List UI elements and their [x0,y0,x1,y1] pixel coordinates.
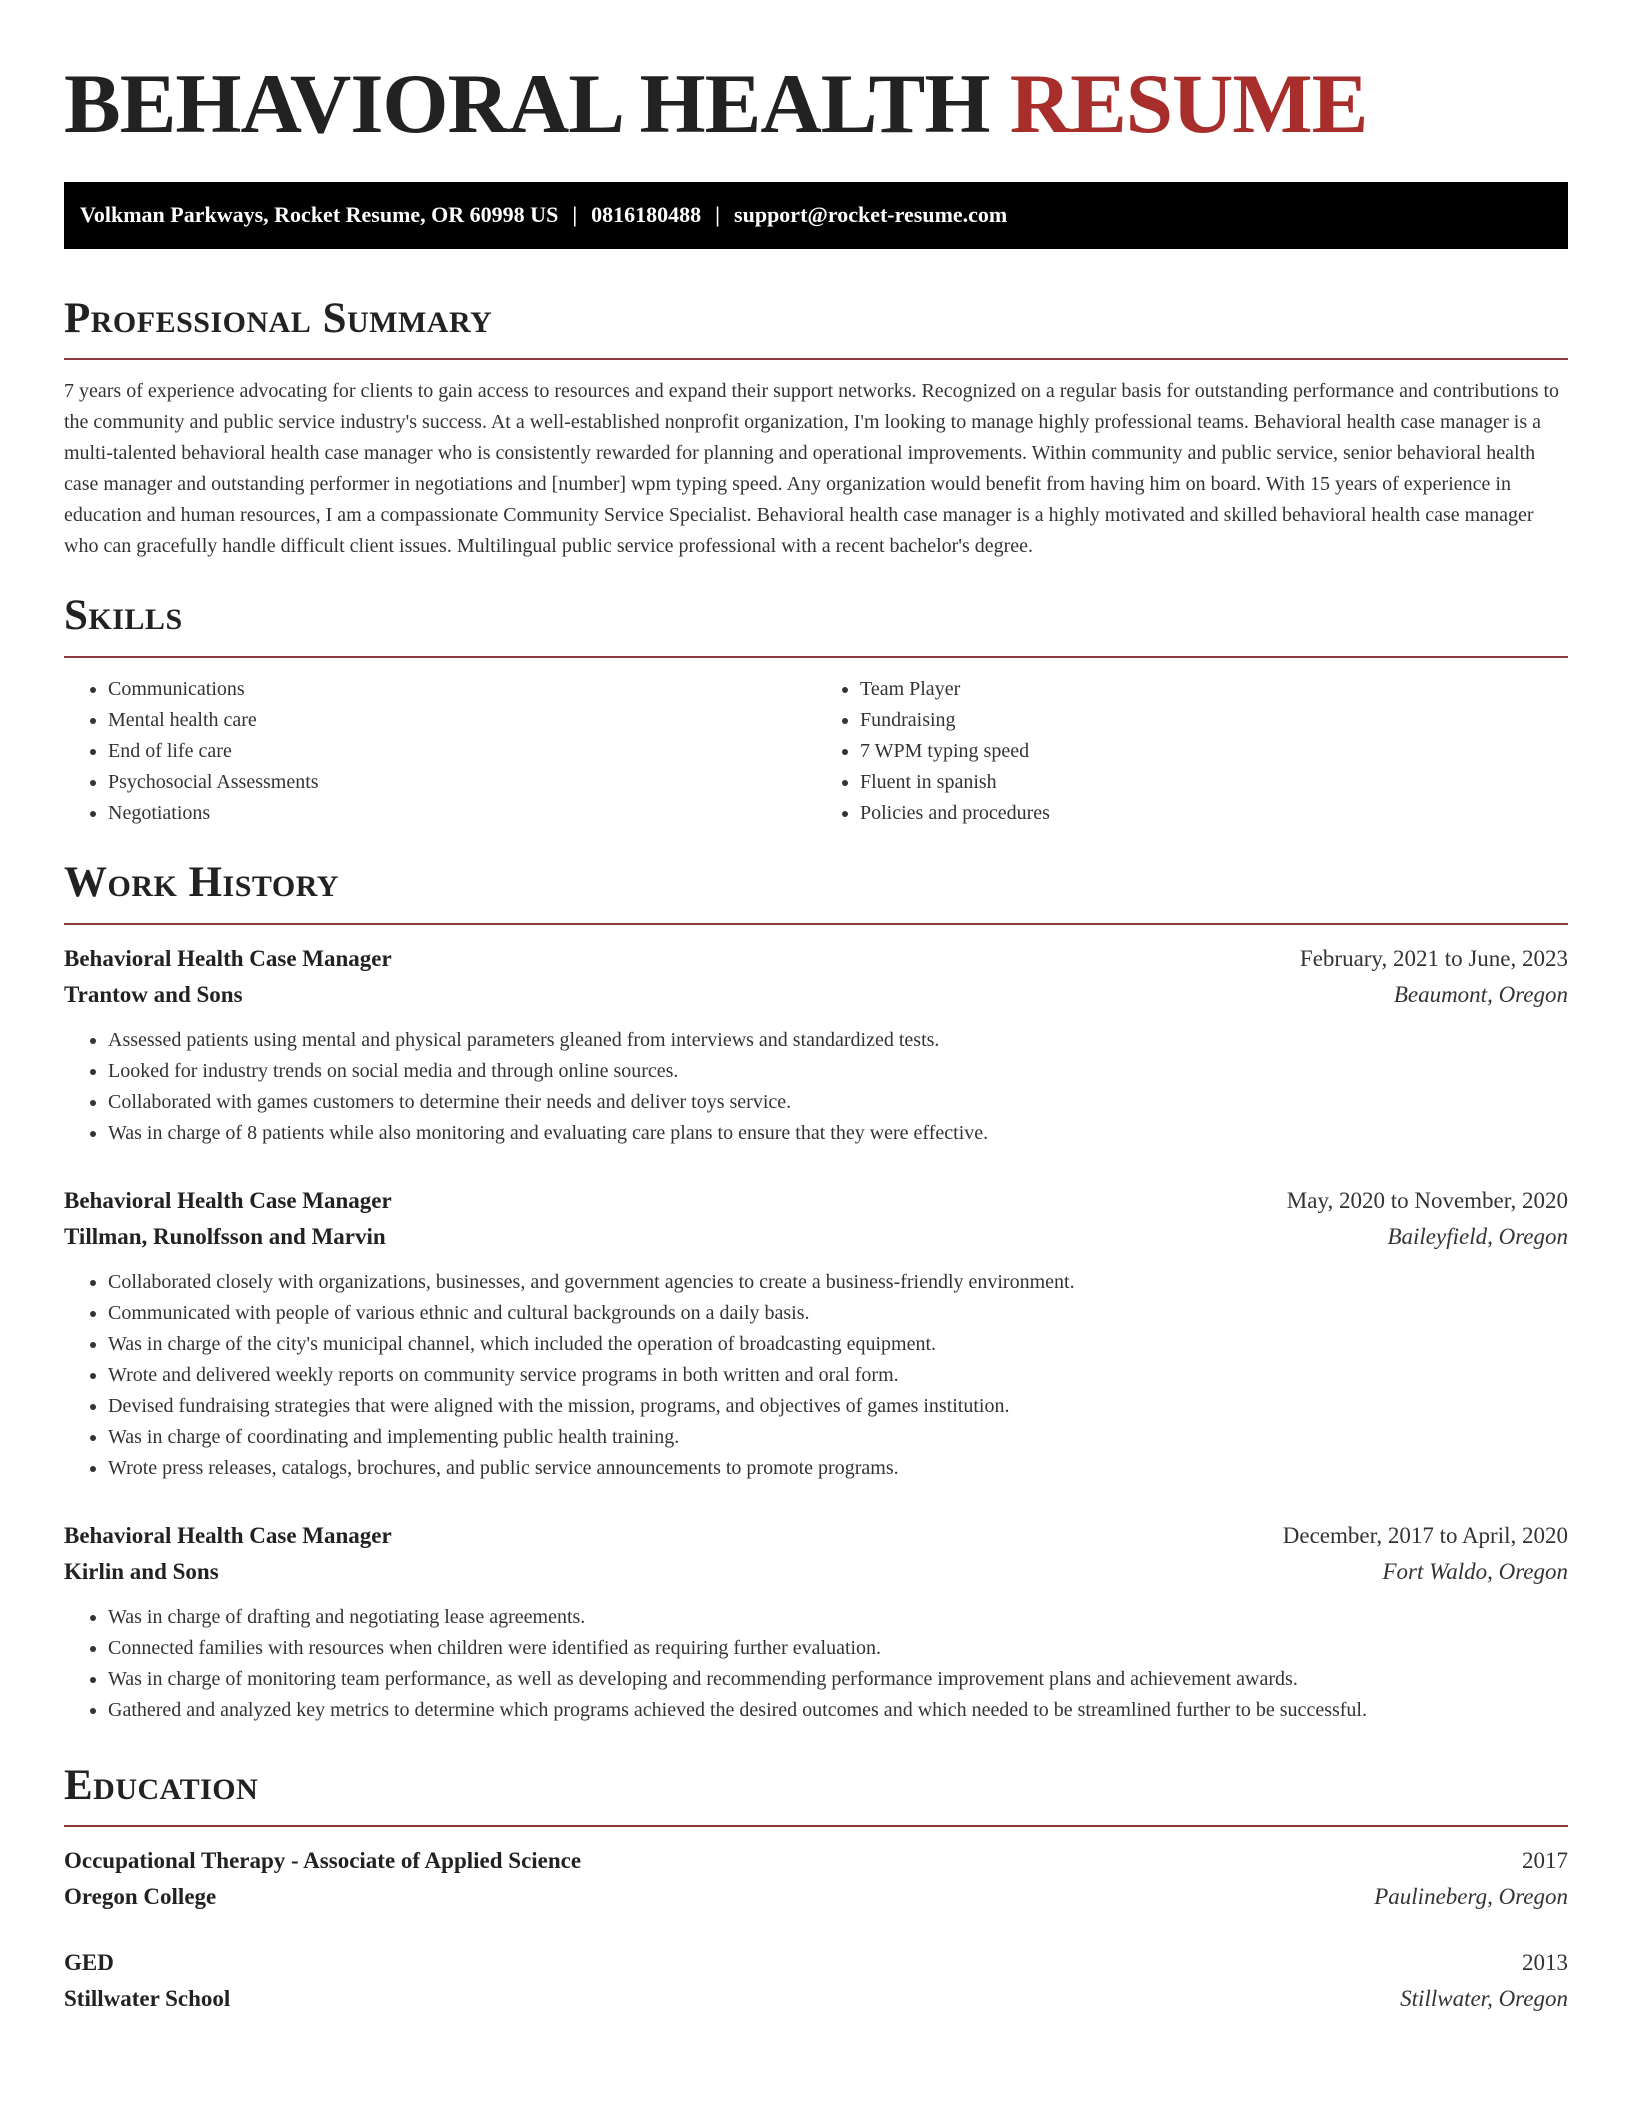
section-divider [64,923,1568,925]
summary-section [64,293,1568,563]
job-entry [64,1183,1568,1484]
job-entry [64,941,1568,1149]
job-title: Behavioral Health Case Manager [64,1187,392,1213]
job-location: Beaumont, Oregon [1393,981,1568,1007]
education-location: Stillwater, Oregon [1400,1986,1568,2012]
job-company: Trantow and Sons [64,981,243,1007]
job-bullets [64,1267,1568,1484]
contact-separator: | [572,202,578,228]
education-degree: Occupational Therapy - Associate of Applied Science [64,1848,582,1874]
job-company: Kirlin and Sons [64,1558,219,1584]
job-bullet: • Looked for industry trends on social media and through online sources. [108,1056,1568,1087]
skills-list-left [64,674,816,829]
education-section [64,1760,1568,2018]
section-divider [64,656,1568,658]
summary-heading: Professional Summary [64,294,493,342]
education-school: Oregon College [64,1884,217,1910]
resume-title [64,0,1568,154]
skills-columns [64,674,1568,829]
job-bullet: • Collaborated closely with organizations, businesses, and government agencies to create a business-friendly environment. [108,1267,1568,1298]
work-history-heading: Work History [64,858,339,906]
job-title: Behavioral Health Case Manager [64,1522,392,1548]
job-location: Fort Waldo, Oregon [1382,1558,1568,1584]
skill-item: • Fundraising [860,705,1568,736]
education-entry [64,1945,1568,2017]
education-year: 2017 [1522,1848,1568,1874]
skill-item: • Communications [108,674,816,705]
skill-item: • End of life care [108,736,816,767]
job-title: Behavioral Health Case Manager [64,945,392,971]
contact-address: Volkman Parkways, Rocket Resume, OR 60998 US [80,202,559,228]
skills-list-right [816,674,1568,829]
job-bullet: • Was in charge of the city's municipal channel, which included the operation of broadcasting equipment. [108,1329,1568,1360]
job-dates: December, 2017 to April, 2020 [1282,1522,1568,1548]
job-dates: May, 2020 to November, 2020 [1286,1187,1568,1213]
job-bullet: • Was in charge of monitoring team performance, as well as developing and recommending performance improvement plans and achievement awards. [108,1664,1568,1695]
skill-item: • Psychosocial Assessments [108,767,816,798]
summary-text: 7 years of experience advocating for clients to gain access to resources and expand their support networks. Recognized on a regular basis for outstanding performance and contributions to the community and public service industry's success. At a well-established nonprofit organization, I'm looking to manage highly professional teams. Behavioral health case manager is a multi-talented behavioral health case manager who is consistently rewarded for planning and operational improvements. Within community and public service, senior behavioral health case manager and outstanding performer in negotiations and [number] wpm typing speed. Any organization would benefit from having him on board. With 15 years of experience in education and human resources, I am a compassionate Community Service Specialist. Behavioral health case manager is a highly motivated and skilled behavioral health case manager who can gracefully handle difficult client issues. Multilingual public service professional with a recent bachelor's degree. [64,380,1560,558]
job-bullet: • Collaborated with games customers to determine their needs and deliver toys service. [108,1087,1568,1118]
section-divider [64,1825,1568,1827]
job-location: Baileyfield, Oregon [1387,1223,1568,1249]
education-school: Stillwater School [64,1986,231,2012]
job-bullet: • Wrote and delivered weekly reports on community service programs in both written and oral form. [108,1360,1568,1391]
contact-email[interactable]: support@rocket-resume.com [734,202,1008,228]
job-bullet: • Wrote press releases, catalogs, brochures, and public service announcements to promote programs. [108,1453,1568,1484]
work-history-section [64,857,1568,1726]
education-heading: Education [64,1761,259,1809]
education-location: Paulineberg, Oregon [1374,1884,1568,1910]
job-bullets [64,1602,1568,1726]
job-bullet: • Gathered and analyzed key metrics to determine which programs achieved the desired outcomes and which needed to be streamlined further to be successful. [108,1695,1568,1726]
skill-item: • Negotiations [108,798,816,829]
contact-bar [64,182,1568,249]
job-bullet: • Was in charge of drafting and negotiating lease agreements. [108,1602,1568,1633]
job-bullets [64,1025,1568,1149]
skills-section [64,590,1568,829]
contact-phone: 0816180488 [591,202,702,228]
job-bullet: • Was in charge of coordinating and implementing public health training. [108,1422,1568,1453]
title-main: BEHAVIORAL HEALTH [64,57,990,151]
skill-item: • Team Player [860,674,1568,705]
job-entry [64,1518,1568,1726]
contact-separator: | [715,202,721,228]
job-bullet: • Assessed patients using mental and physical parameters gleaned from interviews and standardized tests. [108,1025,1568,1056]
job-bullet: • Connected families with resources when children were identified as requiring further evaluation. [108,1633,1568,1664]
education-year: 2013 [1522,1950,1568,1976]
skill-item: • Mental health care [108,705,816,736]
skill-item: • Policies and procedures [860,798,1568,829]
education-entry [64,1843,1568,1915]
section-divider [64,358,1568,360]
job-bullet: • Communicated with people of various ethnic and cultural backgrounds on a daily basis. [108,1298,1568,1329]
skill-item: • 7 WPM typing speed [860,736,1568,767]
education-degree: GED [64,1950,114,1976]
job-bullet: • Devised fundraising strategies that were aligned with the mission, programs, and objectives of games institution. [108,1391,1568,1422]
job-bullet: • Was in charge of 8 patients while also monitoring and evaluating care plans to ensure that they were effective. [108,1118,1568,1149]
title-accent: RESUME [1009,57,1368,151]
job-dates: February, 2021 to June, 2023 [1299,945,1568,971]
skill-item: • Fluent in spanish [860,767,1568,798]
skills-heading: Skills [64,592,183,640]
job-company: Tillman, Runolfsson and Marvin [64,1223,386,1249]
